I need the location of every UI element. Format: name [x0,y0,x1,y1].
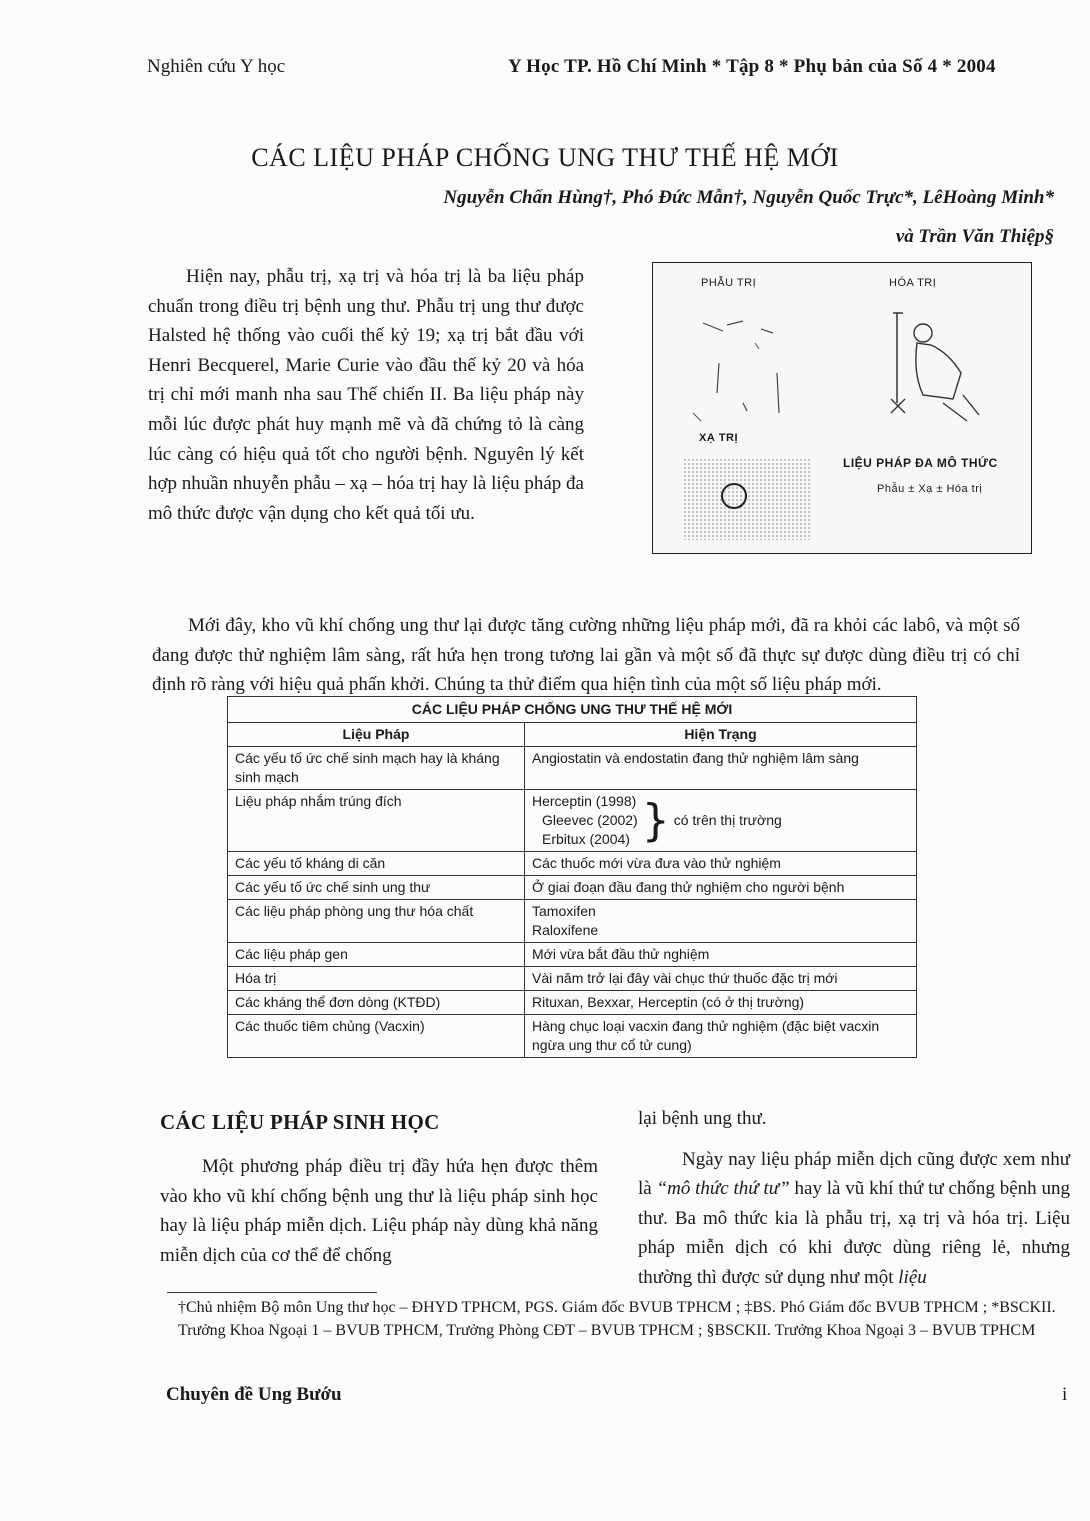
section-paragraph: Một phương pháp điều trị đầy hứa hẹn được thêm vào kho vũ khí chống bệnh ung thư là liệu pháp sinh học hay là liệu pháp miễn dịch. Liệu pháp này dùng khả năng miễn dịch của cơ thể để chống [160,1156,598,1266]
drug-gleevec: Gleevec (2002) [542,812,638,828]
footnote-divider [167,1292,377,1293]
right-column-line: lại bệnh ung thư. [638,1108,767,1129]
table-cell: Các yếu tố ức chế sinh ung thư [228,876,525,900]
drug-herceptin: Herceptin (1998) [532,793,637,809]
table-cell: Hóa trị [228,967,525,991]
brace-icon: } [641,794,670,846]
multimodal-therapy-figure [652,262,1032,554]
table-row [228,943,917,967]
table-cell: Rituxan, Bexxar, Herceptin (có ở thị trường) [525,991,917,1015]
new-therapies-table [227,696,917,1058]
table-cell: Các thuốc tiêm chủng (Vacxin) [228,1015,525,1058]
table-row [228,1015,917,1058]
table-header-status: Hiện Trạng [525,723,917,747]
table-cell: Các kháng thể đơn dòng (KTĐD) [228,991,525,1015]
radiation-dose-map [683,458,811,540]
chemo-patient-sketch-icon [883,303,993,433]
table-row [228,991,917,1015]
table-row [228,876,917,900]
on-market-note: có trên thị trường [673,812,782,828]
table-cell: Các yếu tố ức chế sinh mạch hay là kháng sinh mạch [228,747,525,790]
article-title: CÁC LIỆU PHÁP CHỐNG UNG THƯ THẾ HỆ MỚI [251,143,839,172]
table-cell [525,900,917,943]
new-therapies-paragraph: Mới đây, kho vũ khí chống ung thư lại được tăng cường những liệu pháp mới, đã ra khỏi các labô, và một số đang được thử nghiệm lâm sàng, rất hứa hẹn trong tương lai gần và một số đã thực sự được dùng điều trị có chỉ định rõ ràng với hiệu quả phấn khởi. Chúng ta thử điểm qua hiện tình của một số liệu pháp mới. [152,615,1020,696]
table-cell: Liệu pháp nhắm trúng đích [228,790,525,852]
author-footnotes: †Chủ nhiệm Bộ môn Ung thư học – ĐHYD TPHCM, PGS. Giám đốc BVUB TPHCM ; ‡BS. Phó Giám đốc BVUB TPHCM ; *BSCKII. Trưởng Khoa Ngoại 1 – BVUB TPHCM, Trưởng Phòng CĐT – BVUB TPHCM ; §BSCKII. Trưởng Khoa Ngoại 3 – BVUB TPHCM [178,1299,1056,1339]
running-header-left: Nghiên cứu Y học [147,56,286,77]
table-row [228,967,917,991]
footer-page-number: i [1062,1384,1068,1405]
table-cell: Các yếu tố kháng di căn [228,852,525,876]
table-cell [525,790,917,852]
table-cell: Angiostatin và endostatin đang thử nghiệm lâm sàng [525,747,917,790]
authors-line-2: và Trần Văn Thiệp§ [895,226,1054,247]
right-column [638,1104,1070,1293]
table-row [228,747,917,790]
surgery-sketch-icon [683,303,813,423]
table-row [228,852,917,876]
authors-line-1: Nguyễn Chấn Hùng†, Phó Đức Mẫn†, Nguyễn Quốc Trực*, LêHoàng Minh* [443,187,1054,208]
figure-caption: LIỆU PHÁP ĐA MÔ THỨC [843,456,998,470]
table-row [228,790,917,852]
radiation-target-icon [721,483,747,509]
footer-section-name: Chuyên đề Ung Bướu [166,1384,342,1405]
figure-label-surgery: PHẪU TRỊ [701,277,757,289]
intro-paragraph: Hiện nay, phẫu trị, xạ trị và hóa trị là ba liệu pháp chuẩn trong điều trị bệnh ung thư. Phẫu trị ung thư được Halsted hệ thống vào cuối thế kỷ 19; xạ trị bắt đầu với Henri Becquerel, Marie Curie vào đầu thế kỷ 20 và hóa trị chỉ mới manh nha sau Thế chiến II. Ba liệu pháp này mỗi lúc được phát huy mạnh mẽ và đã chứng tỏ là càng lúc càng có hiệu quả tốt cho người bệnh. Nguyên lý kết hợp nhuần nhuyễn phẫu – xạ – hóa trị hay là liệu pháp đa mô thức được vận dụng cho kết quả tối ưu. [148,266,584,524]
fourth-modality-term: “mô thức thứ tư” [656,1178,790,1200]
text-run: hay là vũ khí thứ tư chống bệnh ung thư. Ba mô thức kia là phẫu trị, xạ trị và hóa trị. Liệu pháp miễn dịch có khi được dùng riêng lẻ, nhưng thường thì được sử dụng như một [638,1178,1070,1288]
table-cell: Các liệu pháp gen [228,943,525,967]
table-cell: Ở giai đoạn đầu đang thử nghiệm cho người bệnh [525,876,917,900]
figure-formula: Phẫu ± Xạ ± Hóa trị [877,483,983,495]
running-header-right: Y Học TP. Hồ Chí Minh * Tập 8 * Phụ bản của Số 4 * 2004 [508,56,996,77]
table-caption: CÁC LIỆU PHÁP CHỐNG UNG THƯ THẾ HỆ MỚI [228,697,917,723]
drug-raloxifene: Raloxifene [532,922,599,938]
table-cell: Hàng chục loại vacxin đang thử nghiệm (đặc biệt vacxin ngừa ung thư cổ tử cung) [525,1015,917,1058]
figure-label-radiation: XẠ TRỊ [699,432,739,444]
table-cell: Các liệu pháp phòng ung thư hóa chất [228,900,525,943]
table-cell: Mới vừa bắt đầu thử nghiệm [525,943,917,967]
drug-erbitux: Erbitux (2004) [542,831,630,847]
table-header-therapy: Liệu Pháp [228,723,525,747]
text-run-italic: liệu [898,1266,927,1288]
figure-label-chemo: HÓA TRỊ [889,277,937,289]
right-column-paragraph [638,1145,1070,1293]
table-row [228,900,917,943]
text-run: Ngày nay liệu pháp miễn dịch cũng được xem như là [638,1148,1070,1200]
section-heading: CÁC LIỆU PHÁP SINH HỌC [160,1110,440,1134]
table-cell: Vài năm trở lại đây vài chục thứ thuốc đặc trị mới [525,967,917,991]
drug-tamoxifen: Tamoxifen [532,903,596,919]
table-cell: Các thuốc mới vừa đưa vào thử nghiệm [525,852,917,876]
